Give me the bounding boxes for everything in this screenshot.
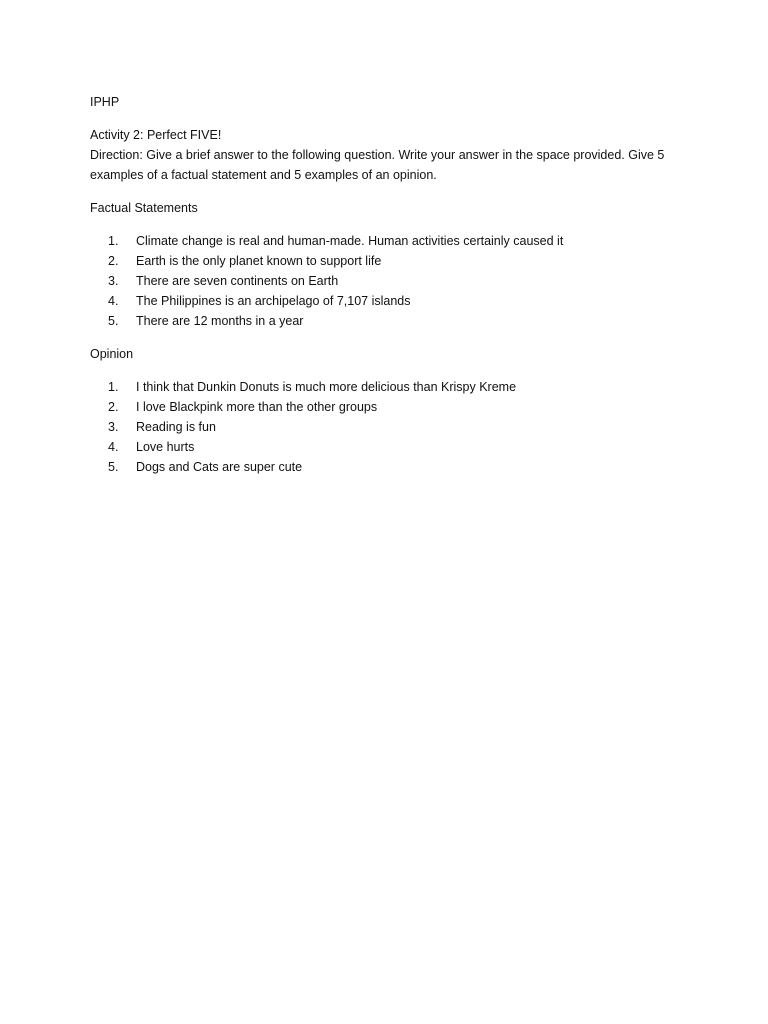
direction-text: Direction: Give a brief answer to the following question. Write your answer in the space provided. Give 5 examples of a factual statement and 5 examples of an opinion. (90, 148, 665, 182)
factual-item-number: 4. (108, 294, 119, 308)
document-heading: IPHP (90, 95, 120, 109)
opinion-item-number: 1. (108, 380, 119, 394)
factual-item-number: 1. (108, 234, 119, 248)
factual-statements-heading: Factual Statements (90, 201, 198, 215)
factual-item (108, 271, 563, 291)
opinion-item-number: 5. (108, 460, 119, 474)
opinion-item-text: Reading is fun (136, 420, 216, 434)
opinion-item (108, 377, 516, 397)
opinion-item (108, 437, 516, 457)
activity-title: Activity 2: Perfect FIVE! (90, 128, 222, 142)
opinion-item (108, 397, 516, 417)
opinion-list (108, 377, 516, 477)
factual-item (108, 291, 563, 311)
opinion-item-text: I love Blackpink more than the other groups (136, 400, 378, 414)
opinion-item-text: I think that Dunkin Donuts is much more delicious than Krispy Kreme (136, 380, 517, 394)
factual-item (108, 311, 563, 331)
factual-item (108, 251, 563, 271)
opinion-item-number: 3. (108, 420, 119, 434)
opinion-item-text: Dogs and Cats are super cute (136, 460, 303, 474)
opinion-item (108, 457, 516, 477)
factual-statements-list (108, 231, 563, 331)
factual-item-number: 2. (108, 254, 119, 268)
factual-item-text: Climate change is real and human-made. Human activities certainly caused it (136, 234, 564, 248)
factual-item-text: There are 12 months in a year (136, 314, 304, 328)
opinion-item (108, 417, 516, 437)
factual-item-number: 3. (108, 274, 119, 288)
factual-item (108, 231, 563, 251)
factual-item-text: Earth is the only planet known to support life (136, 254, 382, 268)
opinion-item-text: Love hurts (136, 440, 195, 454)
factual-item-text: The Philippines is an archipelago of 7,107 islands (136, 294, 411, 308)
factual-item-number: 5. (108, 314, 119, 328)
opinion-item-number: 2. (108, 400, 119, 414)
opinion-heading: Opinion (90, 347, 134, 361)
opinion-item-number: 4. (108, 440, 119, 454)
factual-item-text: There are seven continents on Earth (136, 274, 339, 288)
